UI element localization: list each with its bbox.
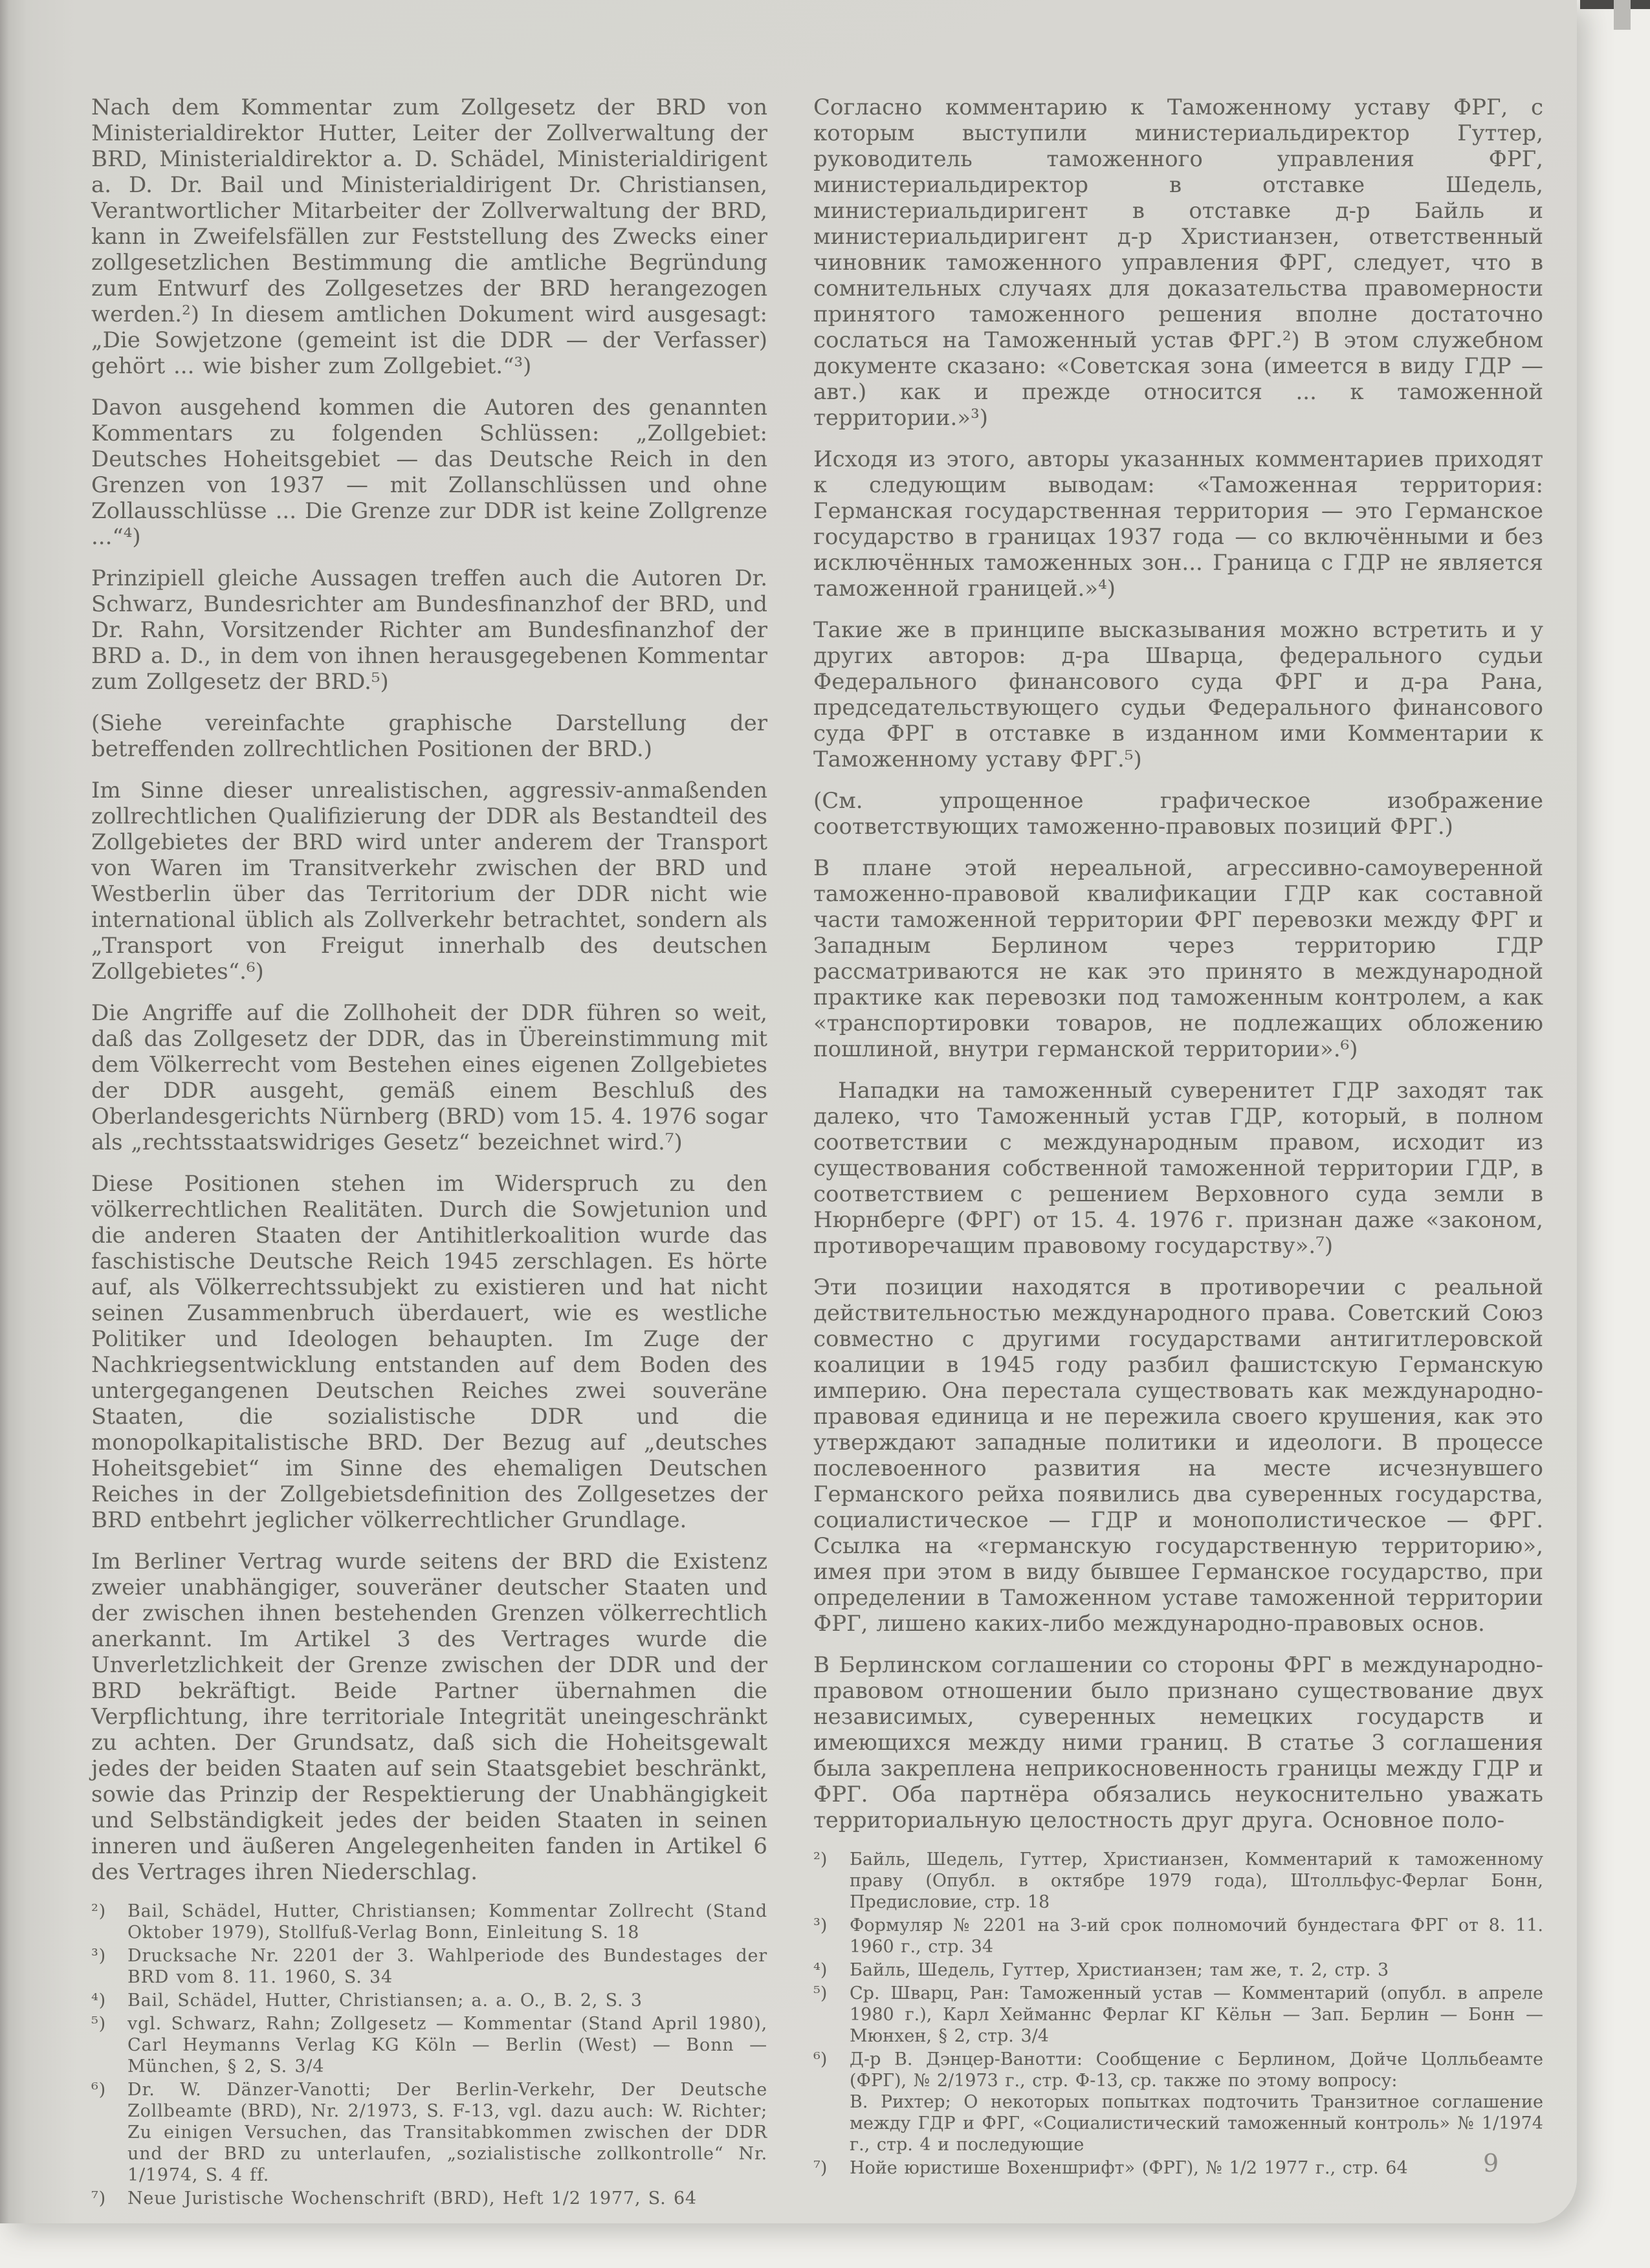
footnote-text [850, 2157, 1543, 2179]
footnote-marker: ³) [91, 1946, 106, 1966]
footnote-text [850, 1959, 1543, 1981]
footnote [91, 2013, 767, 2077]
russian-footnotes [813, 1849, 1543, 2181]
footnote [91, 2188, 767, 2209]
footnote-marker: ²) [91, 1901, 106, 1921]
footnote-text [850, 1849, 1543, 1913]
footnote-text-continuation: В. Рихтер; О некоторых попытках подточить Транзитное соглашение между ГДР и ФРГ, «Социалистический таможенный контроль» № 1/1974 г., стр. 4 и последующие [850, 2092, 1543, 2155]
footnote-text: vgl. Schwarz, Rahn; Zollgesetz — Kommentar (Stand April 1980), Carl Heymanns Verlag KG Köln — Berlin (West) — Bonn — München, § 2, S. 3/4 [127, 2014, 767, 2077]
page-number: 9 [1483, 2149, 1499, 2177]
footnote-text: Dr. W. Dänzer-Vanotti; Der Berlin-Verkehr, Der Deutsche Zollbeamte (BRD), Nr. 2/1973, S. F-13, vgl. dazu auch: W. Richter; Zu einigen Versuchen, das Transitabkommen zwischen der DDR und der BRD zu unterlaufen, „sozialistische zollkontrolle“ Nr. 1/1974, S. 4 ff. [127, 2080, 767, 2185]
paragraph: Nach dem Kommentar zum Zollgesetz der BRD von Ministerialdirektor Hutter, Leiter der Zollverwaltung der BRD, Ministerialdirektor a. D. Schädel, Ministerialdirigent a. D. Dr. Bail und Ministerialdirigent Dr. Christiansen, Verantwortlicher Mitarbeiter der Zollverwaltung der BRD, kann in Zweifelsfällen zur Feststellung des Zwecks einer zollgesetzlichen Bestimmung die amtliche Begründung zum Entwurf des Zollgesetzes der BRD herangezogen werden.²) In diesem amtlichen Dokument wird ausgesagt: „Die Sowjetzone (gemeint ist die DDR — der Verfasser) gehört ... wie bisher zum Zollgebiet.“³) [91, 94, 767, 379]
footnote [813, 1915, 1543, 1957]
paragraph: (Siehe vereinfachte graphische Darstellung der betreffenden zollrechtlichen Positionen der BRD.) [91, 710, 767, 762]
footnote-text [850, 1915, 1543, 1957]
binding-crease [0, 0, 78, 2223]
paragraph: В плане этой нереальной, агрессивно-самоуверенной таможенно-правовой квалификации ГДР как составной части таможенной территории ФРГ перевозки между ФРГ и Западным Берлином через территорию ГДР рассматриваются не как это принято в международной практике как перевозки под таможенным контролем, а как «транспортировки товаров, не подлежащих обложению пошлиной, внутри германской территории».⁶) [813, 855, 1543, 1062]
footnote-marker: ⁵) [813, 1983, 828, 2003]
footnote [91, 2079, 767, 2186]
footnote-marker: ⁷) [813, 2158, 828, 2178]
footnote [91, 1990, 767, 2011]
footnote-text: Drucksache Nr. 2201 der 3. Wahlperiode des Bundestages der BRD vom 8. 11. 1960, S. 34 [127, 1946, 767, 1987]
footnote-text-main: Байль, Шедель, Гуттер, Христианзен; там же, т. 2, стр. 3 [850, 1960, 1389, 1980]
footnote-marker: ⁴) [813, 1960, 828, 1980]
footnote-marker: ⁶) [813, 2049, 828, 2069]
footnote-text [850, 2049, 1543, 2155]
footnote [813, 1983, 1543, 2047]
paragraph: Согласно комментарию к Таможенному уставу ФРГ, с которым выступили министериальдиректор Гуттер, руководитель таможенного управления ФРГ, министериальдиректор в отставке Шедель, министериальдиригент в отставке д-р Байль и министериальдиригент д-р Христианзен, ответственный чиновник таможенного управления ФРГ, следует, что в сомнительных случаях для доказательства правомерности принятого таможенного решения вполне достаточно сослаться на Таможенный устав ФРГ.²) В этом служебном документе сказано: «Советская зона (имеется в виду ГДР — авт.) как и прежде относится ... к таможенной территории.»³) [813, 94, 1543, 431]
paragraph: Исходя из этого, авторы указанных комментариев приходят к следующим выводам: «Таможенная территория: Германская государственная территория — это Германское государство в границах 1937 года — со включёнными и без исключённых таможенных зон... Граница с ГДР не является таможенной границей.»⁴) [813, 446, 1543, 602]
footnote-marker: ⁴) [91, 1990, 106, 2011]
footnote [813, 2157, 1543, 2179]
footnote [813, 1849, 1543, 1913]
german-footnotes [91, 1901, 767, 2211]
footnote [91, 1901, 767, 1943]
footnote [813, 1959, 1543, 1981]
footnote-text: Neue Juristische Wochenschrift (BRD), Heft 1/2 1977, S. 64 [127, 2188, 697, 2208]
footnote-text [850, 1983, 1543, 2047]
paragraph: Эти позиции находятся в противоречии с реальной действительностью международного права. Советский Союз совместно с другими государствами антигитлеровской коалиции в 1945 году разбил фашистскую Германскую империю. Она перестала существовать как международно-правовая единица и не пережила своего крушения, как это утверждают западные политики и идеологи. В процессе послевоенного развития на месте исчезнувшего Германского рейха появились два суверенных государства, социалистическое — ГДР и монополистическое — ФРГ. Ссылка на «германскую государственную территорию», имея при этом в виду бывшее Германское государство, при определении в Таможенном уставе таможенной территории ФРГ, лишено каких-либо международно-правовых основ. [813, 1274, 1543, 1637]
german-column [91, 94, 767, 2208]
footnote-text: Bail, Schädel, Hutter, Christiansen; Kommentar Zollrecht (Stand Oktober 1979), Stollfuß-Verlag Bonn, Einleitung S. 18 [127, 1901, 767, 1943]
footnote-text-main: Формуляр № 2201 на 3-ий срок полномочий бундестага ФРГ от 8. 11. 1960 г., стр. 34 [850, 1915, 1543, 1957]
footnote-text-main: Байль, Шедель, Гуттер, Христианзен, Комментарий к таможенному праву (Опубл. в октябре 1979 года), Штолльфус-Ферлаг Бонн, Предисловие, стр. 18 [850, 1849, 1543, 1912]
footnote-marker: ⁵) [91, 2014, 106, 2034]
paragraph: Нападки на таможенный суверенитет ГДР заходят так далеко, что Таможенный устав ГДР, который, в полном соответствии с международным правом, исходит из существования собственной таможенной территории ГДР, в соответствием с решением Верховного суда земли в Нюрнберге (ФРГ) от 15. 4. 1976 г. признан даже «законом, противоречащим правовому государству».⁷) [813, 1078, 1543, 1259]
footnote [91, 1945, 767, 1988]
paragraph: (См. упрощенное графическое изображение соответствующих таможенно-правовых позиций ФРГ.) [813, 788, 1543, 840]
paragraph: Такие же в принципе высказывания можно встретить и у других авторов: д-ра Шварца, федерального судьи Федерального финансового суда ФРГ и д-ра Рана, председательствующего судьи Федерального финансового суда ФРГ в отставке в изданном ими Комментарии к Таможенному уставу ФРГ.⁵) [813, 617, 1543, 772]
footnote-marker: ²) [813, 1849, 828, 1870]
footnote-text-main: Ср. Шварц, Ран: Таможенный устав — Комментарий (опубл. в апреле 1980 г.), Карл Хейманнс Ферлаг КГ Кёльн — Зап. Берлин — Бонн — Мюнхен, § 2, стр. 3/4 [850, 1983, 1543, 2046]
scan-edge-artifact [1614, 0, 1631, 30]
footnote [813, 2049, 1543, 2155]
paragraph: Im Berliner Vertrag wurde seitens der BRD die Existenz zweier unabhängiger, souveräner deutscher Staaten und der zwischen ihnen bestehenden Grenzen völkerrechtlich anerkannt. Im Artikel 3 des Vertrages wurde die Unverletzlichkeit der Grenze zwischen der DDR und der BRD bekräftigt. Beide Partner übernahmen die Verpflichtung, ihre territoriale Integrität uneingeschränkt zu achten. Der Grundsatz, daß sich die Hoheitsgewalt jedes der beiden Staaten auf sein Staatsgebiet beschränkt, sowie das Prinzip der Respektierung der Unabhängigkeit und Selbständigkeit jedes der beiden Staaten in seinen inneren und äußeren Angelegenheiten fanden in Artikel 6 des Vertrages ihren Niederschlag. [91, 1549, 767, 1885]
footnote-text-main: Д-р В. Дэнцер-Ванотти: Сообщение с Берлином, Дойче Цолльбеамте (ФРГ), № 2/1973 г., стр. Ф-13, ср. также по этому вопросу: [850, 2049, 1543, 2091]
paragraph: Im Sinne dieser unrealistischen, aggressiv-anmaßenden zollrechtlichen Qualifizierung der DDR als Bestandteil des Zollgebietes der BRD wird unter anderem der Transport von Waren im Transitverkehr zwischen der BRD und Westberlin über das Territorium der DDR nicht wie international üblich als Zollverkehr betrachtet, sondern als „Transport von Freigut innerhalb des deutschen Zollgebietes“.⁶) [91, 778, 767, 985]
footnote-marker: ⁷) [91, 2188, 106, 2208]
paragraph: В Берлинском соглашении со стороны ФРГ в международно-правовом отношении было признано существование двух независимых, суверенных немецких государств и имеющихся между ними границ. В статье 3 соглашения была закреплена неприкосновенность границы между ГДР и ФРГ. Оба партнёра обязались неукоснительно уважать территориальную целостность друг друга. Основное поло- [813, 1652, 1543, 1833]
footnote-text: Bail, Schädel, Hutter, Christiansen; a. a. O., B. 2, S. 3 [127, 1990, 643, 2011]
russian-column [813, 94, 1543, 2178]
footnote-marker: ⁶) [91, 2080, 106, 2100]
paragraph: Diese Positionen stehen im Widerspruch zu den völkerrechtlichen Realitäten. Durch die Sowjetunion und die anderen Staaten der Antihitlerkoalition wurde das faschistische Deutsche Reich 1945 zerschlagen. Es hörte auf, als Völkerrechtssubjekt zu existieren und hat nicht seinen Zusammenbruch überdauert, wie es westliche Politiker und Ideologen behaupten. Im Zuge der Nachkriegsentwicklung entstanden auf dem Boden des untergegangenen Deutschen Reiches zwei souveräne Staaten, die sozialistische DDR und die monopolkapitalistische BRD. Der Bezug auf „deutsches Hoheitsgebiet“ im Sinne des ehemaligen Deutschen Reiches in der Zollgebietsdefinition des Zollgesetzes der BRD entbehrt jeglicher völkerrechtlicher Grundlage. [91, 1171, 767, 1533]
footnote-marker: ³) [813, 1915, 828, 1935]
footnote-text-main: Нойе юристише Вохеншрифт» (ФРГ), № 1/2 1977 г., стр. 64 [850, 2158, 1408, 2178]
paragraph: Prinzipiell gleiche Aussagen treffen auch die Autoren Dr. Schwarz, Bundesrichter am Bundesfinanzhof der BRD, und Dr. Rahn, Vorsitzender Richter am Bundesfinanzhof der BRD a. D., in dem von ihnen herausgegebenen Kommentar zum Zollgesetz der BRD.⁵) [91, 565, 767, 695]
paragraph: Die Angriffe auf die Zollhoheit der DDR führen so weit, daß das Zollgesetz der DDR, das in Übereinstimmung mit dem Völkerrecht vom Bestehen eines eigenen Zollgebietes der DDR ausgeht, gemäß einem Beschluß des Oberlandesgerichts Nürnberg (BRD) vom 15. 4. 1976 sogar als „rechtsstaatswidriges Gesetz“ bezeichnet wird.⁷) [91, 1000, 767, 1155]
paragraph: Davon ausgehend kommen die Autoren des genannten Kommentars zu folgenden Schlüssen: „Zollgebiet: Deutsches Hoheitsgebiet — das Deutsche Reich in den Grenzen von 1937 — mit Zollanschlüssen und ohne Zollausschlüsse ... Die Grenze zur DDR ist keine Zollgrenze ...“⁴) [91, 395, 767, 550]
